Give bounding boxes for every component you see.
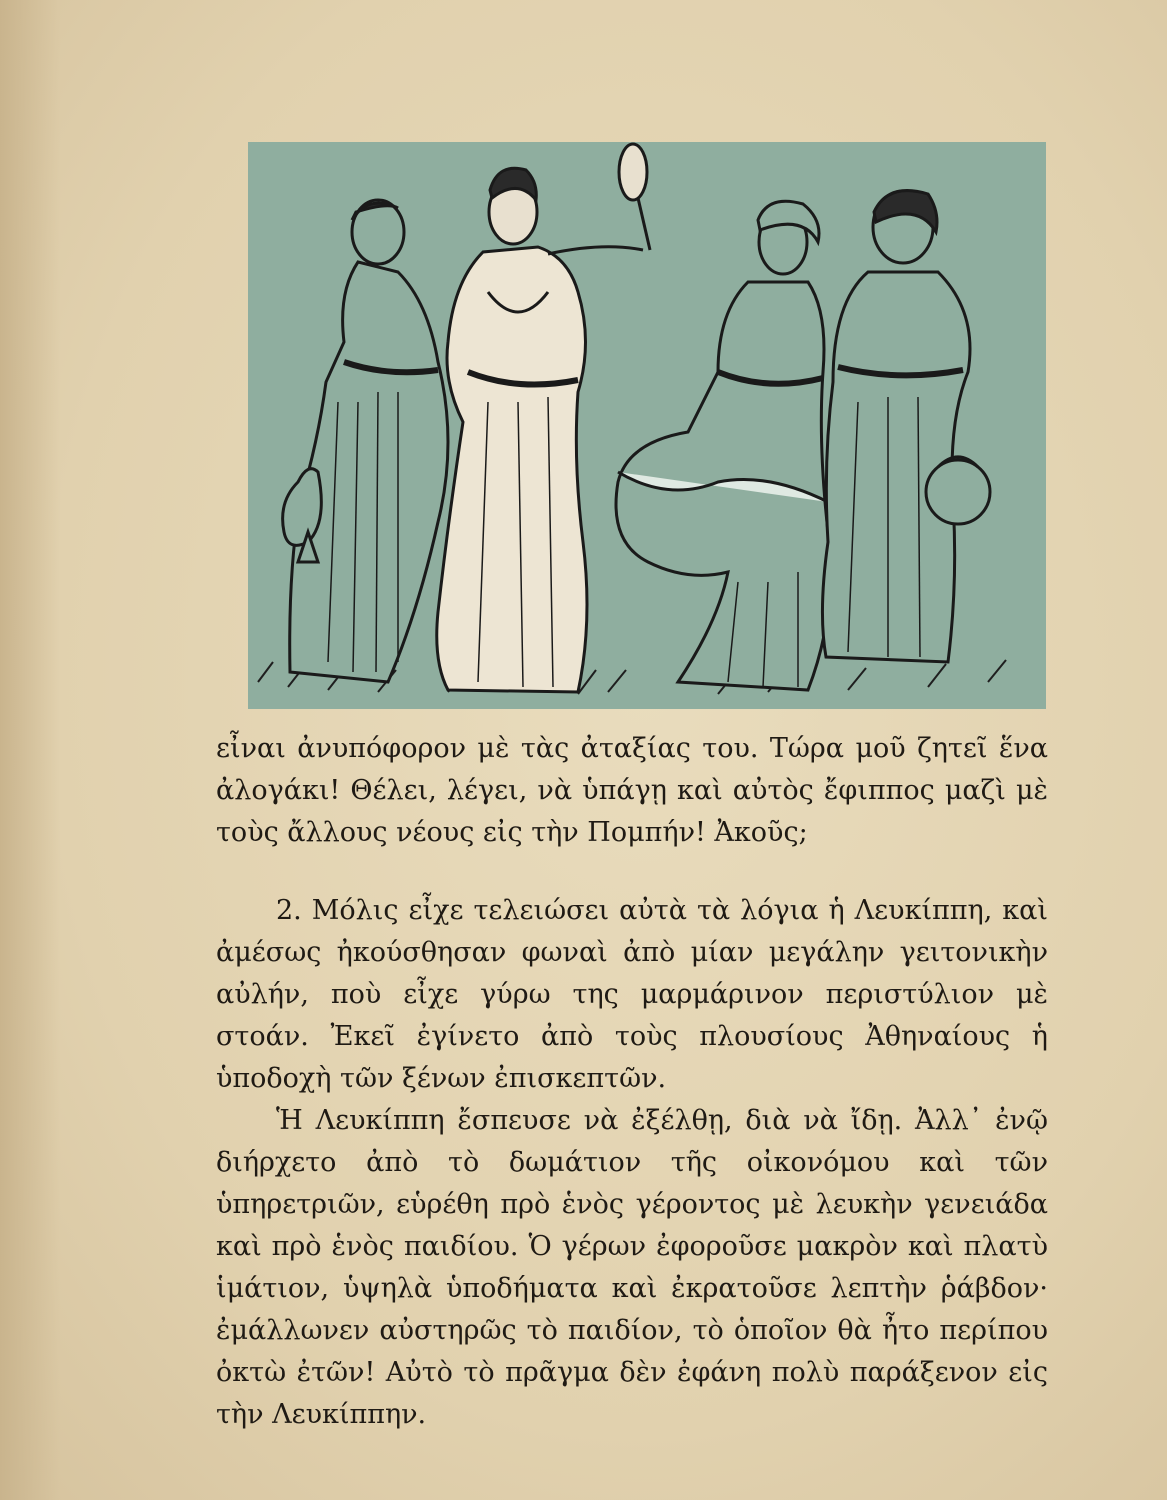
- paragraph-section-2: 2. Μόλις εἶχε τελειώσει αὐτὰ τὰ λόγια ἡ Λευκίππη, καὶ ἀμέσως ἠκούσθησαν φωναὶ ἀπὸ μίαν μεγάλην γειτονικὴν αὐλήν, ποὺ εἶχε γύρω της μαρμάρινον περιστύλιον μὲ στοάν. Ἐκεῖ ἐγίνετο ἀπὸ τοὺς πλουσίους Ἀθηναίους ἡ ὑποδοχὴ τῶν ξένων ἐπισκεπτῶν.: [216, 895, 1048, 1094]
- illustration-drawing: [248, 142, 1046, 709]
- page-edge-shadow: [0, 0, 60, 1500]
- paragraph-gap: [216, 854, 1048, 890]
- paragraph-leukippe: Ἡ Λευκίππη ἔσπευσε νὰ ἐξέλθῃ, διὰ νὰ ἴδῃ. Ἀλλ᾽ ἐνῷ διήρχετο ἀπὸ τὸ δωμάτιον τῆς οἰκονόμου καὶ τῶν ὑπηρετριῶν, εὑρέθη πρὸ ἑνὸς γέροντος μὲ λευκὴν γενειάδα καὶ πρὸ ἑνὸς παιδίου. Ὁ γέρων ἐφοροῦσε μακρὸν καὶ πλατὺ ἱμάτιον, ὑψηλὰ ὑποδήματα καὶ ἐκρατοῦσε λεπτὴν ῥάβδον· ἐμάλλωνεν αὐστηρῶς τὸ παιδίον, τὸ ὁποῖον θὰ ἦτο περίπου ὀκτὼ ἐτῶν! Αὐτὸ τὸ πρᾶγμα δὲν ἐφάνη πολὺ παράξενον εἰς τὴν Λευκίππην.: [216, 1105, 1048, 1430]
- paragraph-continued: εἶναι ἀνυπόφορον μὲ τὰς ἀταξίας του. Τώρα μοῦ ζητεῖ ἕνα ἀλογάκι! Θέλει, λέγει, νὰ ὑπάγῃ καὶ αὐτὸς ἔφιππος μαζὶ μὲ τοὺς ἄλλους νέους εἰς τὴν Πομπήν! Ἀκοῦς;: [216, 733, 1048, 848]
- illustration-four-women: [248, 142, 1046, 709]
- body-text: [216, 728, 1048, 1436]
